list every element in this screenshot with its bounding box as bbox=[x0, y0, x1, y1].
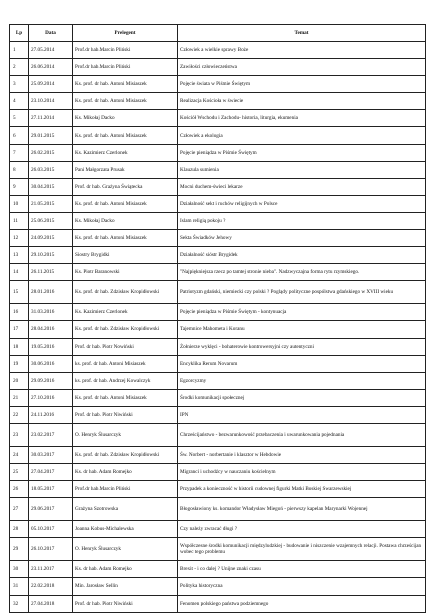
cell-presenter: Prof.dr hab.Marcin Pliński bbox=[73, 59, 178, 76]
table-row bbox=[10, 321, 426, 338]
cell-date: 22.02.2018 bbox=[29, 578, 73, 595]
cell-lp: 20 bbox=[10, 372, 29, 389]
header-presenter: Prelegent bbox=[73, 25, 178, 42]
cell-lp: 16 bbox=[10, 304, 29, 321]
cell-presenter: Siostry Brygidki bbox=[73, 247, 178, 264]
cell-topic: Współczesne środki komunikacji międzyludzkiej - budowanie i niszczenie wzajemnych relacji. Postawa chrześcijan wobec tego problemu bbox=[178, 538, 426, 561]
header-row bbox=[10, 25, 426, 42]
table-row bbox=[10, 42, 426, 59]
header-lp: Lp bbox=[10, 25, 29, 42]
cell-lp: 22 bbox=[10, 406, 29, 423]
cell-date: 30.06.2016 bbox=[29, 355, 73, 372]
table-row bbox=[10, 76, 426, 93]
table-row bbox=[10, 144, 426, 161]
cell-lp: 32 bbox=[10, 595, 29, 612]
cell-presenter: Ks. prof. dr hab. Antoni Misiaszek bbox=[73, 127, 178, 144]
cell-date: 24.11.2016 bbox=[29, 406, 73, 423]
cell-date: 05.10.2017 bbox=[29, 521, 73, 538]
cell-lp: 17 bbox=[10, 321, 29, 338]
table-row bbox=[10, 355, 426, 372]
cell-date: 26.03.2015 bbox=[29, 161, 73, 178]
cell-lp: 10 bbox=[10, 195, 29, 212]
cell-date: 23.02.2017 bbox=[29, 423, 73, 446]
cell-topic: Mocni duchem-świeci lekarze bbox=[178, 178, 426, 195]
cell-date: 25.09.2014 bbox=[29, 76, 73, 93]
cell-lp: 1 bbox=[10, 42, 29, 59]
cell-topic: Chrześcijaństwo - bezwarunkowość przebaczenia i uwarunkowania pojednania bbox=[178, 423, 426, 446]
cell-lp: 2 bbox=[10, 59, 29, 76]
cell-date: 27.11.2014 bbox=[29, 110, 73, 127]
cell-presenter: Grażyna Szotrowska bbox=[73, 498, 178, 521]
cell-lp: 23 bbox=[10, 423, 29, 446]
cell-lp: 14 bbox=[10, 264, 29, 281]
cell-topic: Pojęcie świata w Piśmie Świętym bbox=[178, 76, 426, 93]
cell-date: 30.03.2017 bbox=[29, 446, 73, 463]
cell-topic: Działalność sióstr Brygidek bbox=[178, 247, 426, 264]
cell-presenter: O. Henryk Ślusarczyk bbox=[73, 538, 178, 561]
cell-presenter: Ks. prof. dr hab. Antoni Misiaszek bbox=[73, 230, 178, 247]
table-body bbox=[10, 42, 426, 613]
cell-lp: 12 bbox=[10, 230, 29, 247]
table-row bbox=[10, 481, 426, 498]
cell-topic: Zawiłości człowieczeństwa bbox=[178, 59, 426, 76]
cell-lp: 13 bbox=[10, 247, 29, 264]
table-row bbox=[10, 338, 426, 355]
table-row bbox=[10, 212, 426, 229]
cell-lp: 6 bbox=[10, 127, 29, 144]
cell-date: 29.09.2016 bbox=[29, 372, 73, 389]
cell-date: 26.10.2017 bbox=[29, 538, 73, 561]
cell-topic: Człowiek a wielkie sprawy Boże bbox=[178, 42, 426, 59]
table-row bbox=[10, 230, 426, 247]
cell-lp: 4 bbox=[10, 93, 29, 110]
cell-presenter: Ks. prof. dr hab. Antoni Misiaszek bbox=[73, 195, 178, 212]
table-row bbox=[10, 178, 426, 195]
cell-presenter: Ks. prof. dr hab. Antoni Misiaszek bbox=[73, 76, 178, 93]
cell-presenter: Min. Jarosław Sellin bbox=[73, 578, 178, 595]
cell-date: 19.05.2016 bbox=[29, 338, 73, 355]
table-row bbox=[10, 498, 426, 521]
cell-date: 24.09.2015 bbox=[29, 230, 73, 247]
cell-presenter: Ks. Piotr Baranowski bbox=[73, 264, 178, 281]
cell-presenter: Ks. prof. dr hab. Zdzisław Kropidłowski bbox=[73, 321, 178, 338]
cell-lp: 3 bbox=[10, 76, 29, 93]
cell-date: 26.06.2014 bbox=[29, 59, 73, 76]
cell-lp: 27 bbox=[10, 498, 29, 521]
cell-date: 28.04.2016 bbox=[29, 321, 73, 338]
cell-date: 21.05.2015 bbox=[29, 195, 73, 212]
cell-presenter: Pani Małgorzata Prusak bbox=[73, 161, 178, 178]
cell-topic: Błogosławiony ks. komandor Władysław Miegoń - pierwszy kapelan Marynarki Wojennej bbox=[178, 498, 426, 521]
table-row bbox=[10, 595, 426, 612]
table-row bbox=[10, 521, 426, 538]
cell-date: 28.01.2016 bbox=[29, 281, 73, 304]
cell-date: 25.06.2015 bbox=[29, 212, 73, 229]
cell-topic: Encyklika Rerum Novarum bbox=[178, 355, 426, 372]
cell-lp: 15 bbox=[10, 281, 29, 304]
cell-presenter: Joanna Kobus-Michalewska bbox=[73, 521, 178, 538]
table-row bbox=[10, 406, 426, 423]
cell-topic: Działalność sekt i ruchów religijnych w Polsce bbox=[178, 195, 426, 212]
table-row bbox=[10, 281, 426, 304]
cell-presenter: ks. prof. dr hab. Andrzej Kowalczyk bbox=[73, 372, 178, 389]
table-row bbox=[10, 93, 426, 110]
table-row bbox=[10, 264, 426, 281]
cell-presenter: Ks. prof. dr hab. Antoni Misiaszek bbox=[73, 93, 178, 110]
cell-date: 23.11.2017 bbox=[29, 561, 73, 578]
cell-date: 27.04.2017 bbox=[29, 464, 73, 481]
cell-topic: Środki komunikacji społecznej bbox=[178, 389, 426, 406]
table-row bbox=[10, 304, 426, 321]
cell-date: 30.04.2015 bbox=[29, 178, 73, 195]
cell-topic: Tajemnice Mahometa i Koranu bbox=[178, 321, 426, 338]
cell-presenter: Prof. dr hab. Piotr Niwiński bbox=[73, 406, 178, 423]
cell-topic: Patriotyzm gdański, niemiecki czy polski ? Poglądy polityczne pospólstwa gdańskiego w XVIII wieku bbox=[178, 281, 426, 304]
header-date: Data bbox=[29, 25, 73, 42]
cell-topic: Przypadek a konieczność w historii cudownej figurki Matki Boskiej Swarzewskiej bbox=[178, 481, 426, 498]
cell-presenter: Ks. prof. dr hab. Zdzisław Kropidłowski bbox=[73, 281, 178, 304]
table-row bbox=[10, 161, 426, 178]
header-topic: Temat bbox=[178, 25, 426, 42]
cell-date: 31.03.2016 bbox=[29, 304, 73, 321]
table-row bbox=[10, 127, 426, 144]
cell-lp: 5 bbox=[10, 110, 29, 127]
cell-topic: Fenomen polskiego państwa podziemnego bbox=[178, 595, 426, 612]
table-row bbox=[10, 110, 426, 127]
cell-topic: Człowiek a ekologia bbox=[178, 127, 426, 144]
cell-presenter: Ks. Kazimierz Czerlonek bbox=[73, 144, 178, 161]
table-row bbox=[10, 195, 426, 212]
cell-presenter: O. Henryk Ślusarczyk bbox=[73, 423, 178, 446]
cell-topic: Klauzula sumienia bbox=[178, 161, 426, 178]
cell-lp: 25 bbox=[10, 464, 29, 481]
cell-lp: 7 bbox=[10, 144, 29, 161]
cell-date: 27.10.2016 bbox=[29, 389, 73, 406]
cell-topic: Pojęcie pieniądza w Piśmie Świętym bbox=[178, 144, 426, 161]
table-row bbox=[10, 389, 426, 406]
cell-presenter: Prof. dr hab. Piotr Nowiński bbox=[73, 338, 178, 355]
cell-presenter: Ks. Mikołaj Dacko bbox=[73, 110, 178, 127]
cell-topic: "Najpiękniejsza rzecz po tamtej stronie nieba". Nadzwyczajna forma rytu rzymskiego. bbox=[178, 264, 426, 281]
cell-topic: Św. Norbert - norbertanie i klasztor w Hebdowie bbox=[178, 446, 426, 463]
cell-lp: 31 bbox=[10, 578, 29, 595]
cell-date: 29.06.2017 bbox=[29, 498, 73, 521]
cell-lp: 11 bbox=[10, 212, 29, 229]
cell-presenter: Prof.dr hab.Marcin Pliński bbox=[73, 42, 178, 59]
cell-lp: 21 bbox=[10, 389, 29, 406]
cell-date: 29.10.2015 bbox=[29, 247, 73, 264]
cell-date: 29.01.2015 bbox=[29, 127, 73, 144]
cell-presenter: Ks. Mikołaj Dacko bbox=[73, 212, 178, 229]
table-row bbox=[10, 538, 426, 561]
cell-topic: Żołnierze wyklęci - bohaterowie kontrowersyjni czy autentyczni bbox=[178, 338, 426, 355]
table-row bbox=[10, 464, 426, 481]
cell-date: 26.02.2015 bbox=[29, 144, 73, 161]
cell-topic: Polityka historyczna bbox=[178, 578, 426, 595]
cell-presenter: Ks. Kazimierz Czerlonek bbox=[73, 304, 178, 321]
cell-presenter: Prof. dr hab. Grażyna Świątecka bbox=[73, 178, 178, 195]
cell-date: 27.04.2018 bbox=[29, 595, 73, 612]
cell-topic: Kościół Wschodu i Zachodu- historia, liturgia, ekumenia bbox=[178, 110, 426, 127]
cell-lp: 28 bbox=[10, 521, 29, 538]
cell-date: 27.05.2014 bbox=[29, 42, 73, 59]
cell-topic: Sekta Świadków Jehowy bbox=[178, 230, 426, 247]
cell-presenter: Ks. dr hab. Adam Romejko bbox=[73, 561, 178, 578]
cell-topic: Brexit - i co dalej ? Unijne znaki czasu bbox=[178, 561, 426, 578]
cell-lp: 29 bbox=[10, 538, 29, 561]
cell-lp: 26 bbox=[10, 481, 29, 498]
cell-presenter: Ks. dr hab. Adam Romejko bbox=[73, 464, 178, 481]
cell-topic: Czy należy zwracać długi ? bbox=[178, 521, 426, 538]
cell-topic: Egzorcyzmy bbox=[178, 372, 426, 389]
cell-topic: Migranci i uchodźcy w nauczaniu kościelnym bbox=[178, 464, 426, 481]
cell-lp: 18 bbox=[10, 338, 29, 355]
table-row bbox=[10, 423, 426, 446]
cell-lp: 19 bbox=[10, 355, 29, 372]
table-row bbox=[10, 247, 426, 264]
cell-date: 23.10.2014 bbox=[29, 93, 73, 110]
cell-presenter: Prof.dr hab.Marcin Pliński bbox=[73, 481, 178, 498]
cell-date: 18.05.2017 bbox=[29, 481, 73, 498]
cell-presenter: Prof. dr hab. Piotr Niwiński bbox=[73, 595, 178, 612]
cell-lp: 9 bbox=[10, 178, 29, 195]
cell-lp: 24 bbox=[10, 446, 29, 463]
cell-presenter: Ks. prof. dr hab. Zdzisław Kropidłowski bbox=[73, 446, 178, 463]
table-row bbox=[10, 578, 426, 595]
cell-topic: IPN bbox=[178, 406, 426, 423]
cell-topic: Pojęcie pieniądza w Piśmie Świętym - kontynuacja bbox=[178, 304, 426, 321]
cell-presenter: ks. prof. dr hab. Antoni Misiaszek bbox=[73, 355, 178, 372]
cell-date: 26.11.2015 bbox=[29, 264, 73, 281]
cell-topic: Islam religią pokoju ? bbox=[178, 212, 426, 229]
cell-lp: 8 bbox=[10, 161, 29, 178]
cell-topic: Realizacja Kościoła w świecie bbox=[178, 93, 426, 110]
table-row bbox=[10, 561, 426, 578]
table-row bbox=[10, 59, 426, 76]
cell-lp: 30 bbox=[10, 561, 29, 578]
table-row bbox=[10, 446, 426, 463]
cell-presenter: Ks. prof. dr hab. Antoni Misiaszek bbox=[73, 389, 178, 406]
lectures-table bbox=[9, 24, 426, 613]
table-row bbox=[10, 372, 426, 389]
